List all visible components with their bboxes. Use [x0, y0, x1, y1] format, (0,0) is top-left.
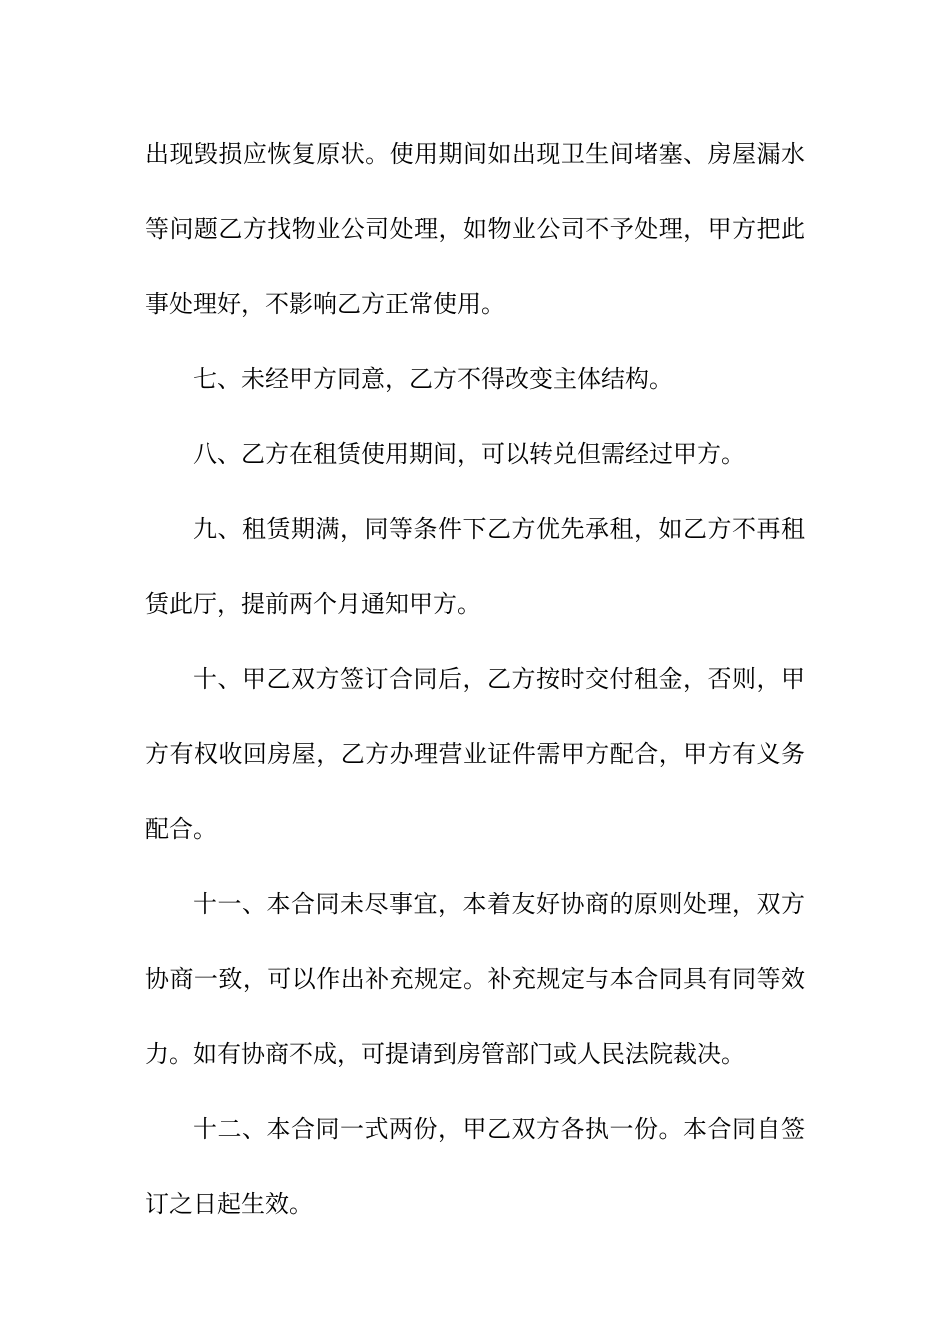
paragraph-clause-7 — [145, 342, 805, 417]
paragraph-line: 配合。 — [145, 815, 217, 843]
paragraph-line: 十二、本合同一式两份，甲乙双方各执一份。本合同自签 — [193, 1115, 805, 1143]
paragraph-line: 十一、本合同未尽事宜，本着友好协商的原则处理，双方 — [193, 890, 805, 918]
paragraph-clause-8 — [145, 417, 805, 492]
paragraph-clause-11 — [145, 867, 805, 1092]
paragraph-clause-10 — [145, 642, 805, 867]
paragraph-line: 等问题乙方找物业公司处理，如物业公司不予处理，甲方把此 — [145, 215, 805, 243]
paragraph-line: 方有权收回房屋，乙方办理营业证件需甲方配合，甲方有义务 — [145, 740, 805, 768]
paragraph-line: 力。如有协商不成，可提请到房管部门或人民法院裁决。 — [145, 1040, 745, 1068]
paragraph-line: 协商一致，可以作出补充规定。补充规定与本合同具有同等效 — [145, 965, 805, 993]
paragraph-line: 赁此厅，提前两个月通知甲方。 — [145, 590, 481, 618]
contract-body — [145, 117, 805, 1242]
paragraph-line: 七、未经甲方同意，乙方不得改变主体结构。 — [193, 365, 673, 393]
paragraph-line: 事处理好，不影响乙方正常使用。 — [145, 290, 505, 318]
paragraph-line: 出现毁损应恢复原状。使用期间如出现卫生间堵塞、房屋漏水 — [145, 140, 805, 168]
paragraph-line: 九、租赁期满，同等条件下乙方优先承租，如乙方不再租 — [193, 515, 805, 543]
paragraph-clause-9 — [145, 492, 805, 642]
paragraph-clause-6-continued — [145, 117, 805, 342]
paragraph-line: 八、乙方在租赁使用期间，可以转兑但需经过甲方。 — [193, 440, 745, 468]
paragraph-line: 十、甲乙双方签订合同后，乙方按时交付租金，否则，甲 — [193, 665, 805, 693]
paragraph-line: 订之日起生效。 — [145, 1190, 313, 1218]
paragraph-clause-12 — [145, 1092, 805, 1242]
